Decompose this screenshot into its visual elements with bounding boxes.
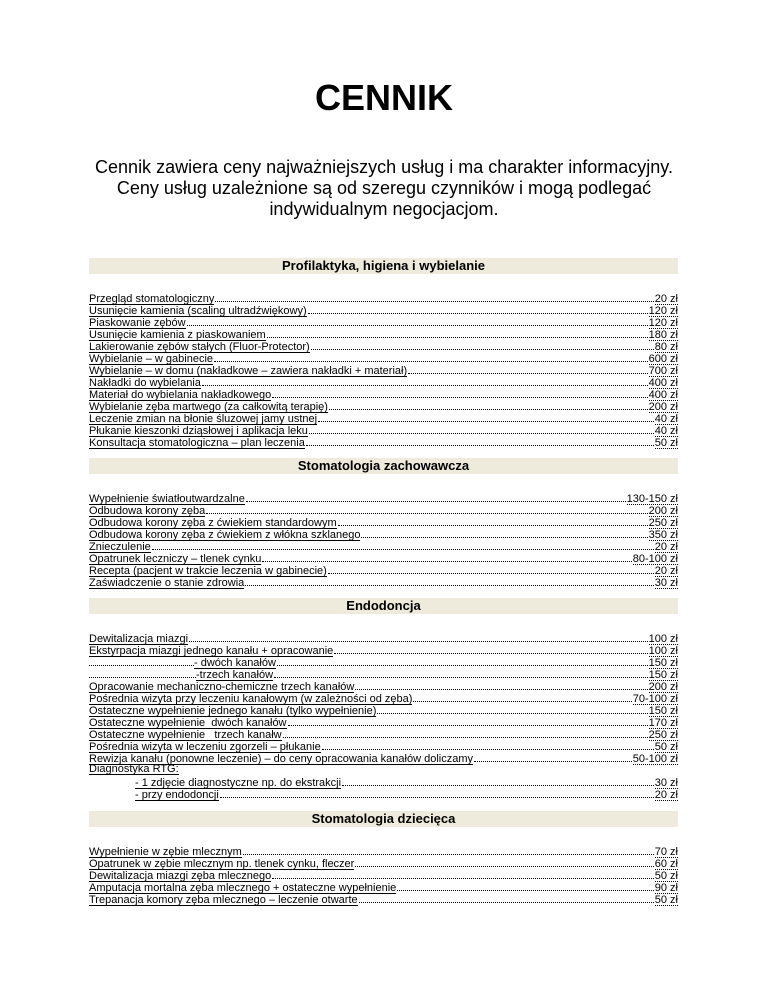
section-header: Stomatologia dziecięca (89, 811, 678, 827)
price-row (89, 552, 678, 564)
service-name: Ostateczne wypełnienie jednego kanału (tylko wypełnienie) (89, 705, 377, 717)
service-name: Pośrednia wizyta w leczeniu zgorzeli – płukanie (89, 741, 321, 753)
price-row (89, 424, 678, 436)
section-header: Stomatologia zachowawcza (89, 458, 678, 474)
service-price: 130-150 zł (626, 493, 678, 505)
service-name: Odbudowa korony zęba z ćwiekiem standardowym (89, 517, 337, 529)
service-price: 60 zł (654, 858, 678, 870)
price-row (89, 412, 678, 424)
price-row (89, 764, 678, 776)
service-name: Zaświadczenie o stanie zdrowia (89, 577, 245, 589)
service-price: 50 zł (654, 894, 678, 906)
price-row (89, 340, 678, 352)
service-price: 40 zł (654, 413, 678, 425)
price-row (89, 656, 678, 668)
service-name: Amputacja mortalna zęba mlecznego + ostateczne wypełnienie (89, 882, 397, 894)
service-name: Rewizja kanału (ponowne leczenie) – do ceny opracowania kanałów doliczamy (89, 753, 473, 765)
service-price: 20 zł (654, 541, 678, 553)
price-row (89, 740, 678, 752)
service-price: 700 zł (648, 365, 678, 377)
service-name: Usunięcie kamienia (scaling ultradźwiękowy) (89, 305, 307, 317)
price-row (89, 576, 678, 588)
service-name: - dwóch kanałów (194, 657, 276, 669)
price-row (89, 668, 678, 680)
service-price: 150 zł (648, 657, 678, 669)
service-name: Konsultacja stomatologiczna – plan leczenia (89, 437, 305, 449)
intro-text (60, 157, 708, 220)
service-name: Wybielanie – w domu (nakładkowe – zawiera nakładki + materiał) (89, 365, 408, 377)
price-row (89, 304, 678, 316)
price-row (89, 528, 678, 540)
price-row (89, 328, 678, 340)
service-price: 70 zł (654, 846, 678, 858)
service-name: Wybielanie zęba martwego (za całkowitą terapię) (89, 401, 328, 413)
service-price: 200 zł (648, 401, 678, 413)
service-price: 80 zł (654, 341, 678, 353)
service-price: 200 zł (648, 505, 678, 517)
service-name: Leczenie zmian na błonie śluzowej jamy ustnej (89, 413, 318, 425)
service-name: Diagnostyka RTG: (89, 763, 179, 775)
price-row (89, 716, 678, 728)
service-name: Znieczulenie (89, 541, 151, 553)
price-row (89, 692, 678, 704)
service-name: Ekstyrpacja miazgi jednego kanału + opracowanie (89, 645, 334, 657)
service-name: Wypełnienie w zębie mlecznym (89, 846, 242, 858)
service-price: 250 zł (648, 729, 678, 741)
service-price: 400 zł (648, 389, 678, 401)
service-name: Usunięcie kamienia z piaskowaniem (89, 329, 266, 341)
section-header: Endodoncja (89, 598, 678, 614)
service-name: Dewitalizacja miazgi zęba mlecznego (89, 870, 272, 882)
price-row (89, 364, 678, 376)
service-price: 170 zł (648, 717, 678, 729)
price-row (89, 857, 678, 869)
price-rows (89, 492, 678, 588)
price-row (89, 632, 678, 644)
service-price: 40 zł (654, 425, 678, 437)
service-price: 30 zł (654, 777, 678, 789)
price-row (89, 492, 678, 504)
service-name: Nakładki do wybielania (89, 377, 201, 389)
service-name: Ostateczne wypełnienie dwóch kanałów (89, 717, 287, 729)
price-row (89, 516, 678, 528)
price-rows (89, 292, 678, 448)
price-rows (89, 632, 678, 800)
service-price: 70-100 zł (632, 693, 678, 705)
section-header: Profilaktyka, higiena i wybielanie (89, 258, 678, 274)
price-row (89, 869, 678, 881)
service-price: 20 zł (654, 789, 678, 801)
price-row (89, 881, 678, 893)
price-row (89, 352, 678, 364)
intro-line: indywidualnym negocjacjom. (269, 199, 499, 219)
service-price: 50 zł (654, 741, 678, 753)
service-price: 50 zł (654, 870, 678, 882)
price-row (89, 564, 678, 576)
service-price: 120 zł (648, 317, 678, 329)
price-row (89, 728, 678, 740)
service-name: Lakierowanie zębów stałych (Fluor-Protector) (89, 341, 310, 353)
price-row (89, 704, 678, 716)
service-name: Recepta (pacjent w trakcie leczenia w gabinecie) (89, 565, 327, 577)
service-name: Opatrunek leczniczy – tlenek cynku (89, 553, 262, 565)
service-name: Piaskowanie zębów (89, 317, 186, 329)
service-price: 80-100 zł (632, 553, 678, 565)
service-price: 20 zł (654, 565, 678, 577)
price-row (89, 776, 678, 788)
service-price: 250 zł (648, 517, 678, 529)
service-price: 350 zł (648, 529, 678, 541)
page-title: CENNIK (314, 77, 453, 118)
price-row (89, 376, 678, 388)
price-row (89, 436, 678, 448)
price-row (89, 680, 678, 692)
section-dziecieca (89, 811, 678, 905)
price-row (89, 893, 678, 905)
service-name: Materiał do wybielania nakładkowego (89, 389, 272, 401)
price-row (89, 788, 678, 800)
service-price: 20 zł (654, 293, 678, 305)
service-name: Opracowanie mechaniczno-chemiczne trzech kanałów (89, 681, 355, 693)
service-price: 90 zł (654, 882, 678, 894)
service-name: Pośrednia wizyta przy leczeniu kanałowym (w zależności od zęba) (89, 693, 413, 705)
service-price: 180 zł (648, 329, 678, 341)
service-price: 150 zł (648, 705, 678, 717)
service-name: -trzech kanałów (196, 669, 274, 681)
service-price: 120 zł (648, 305, 678, 317)
intro-line: Ceny usług uzależnione są od szeregu czynników i mogą podlegać (116, 178, 652, 198)
service-price: 100 zł (648, 645, 678, 657)
service-name: Wypełnienie światłoutwardzalne (89, 493, 245, 505)
service-price: 200 zł (648, 681, 678, 693)
service-name: - 1 zdjęcie diagnostyczne np. do ekstrakcji (135, 777, 342, 789)
intro-line: Cennik zawiera ceny najważniejszych usług i ma charakter informacyjny. (95, 157, 673, 177)
price-row (89, 388, 678, 400)
price-row (89, 845, 678, 857)
section-endodoncja (89, 598, 678, 800)
service-name: Przegląd stomatologiczny (89, 293, 215, 305)
price-row (89, 644, 678, 656)
service-price: 50 zł (654, 437, 678, 449)
service-name: Trepanacja komory zęba mlecznego – leczenie otwarte (89, 894, 358, 906)
price-row (89, 540, 678, 552)
price-row (89, 292, 678, 304)
service-price: 30 zł (654, 577, 678, 589)
service-price: 100 zł (648, 633, 678, 645)
price-row (89, 504, 678, 516)
section-zachowawcza (89, 458, 678, 588)
price-row (89, 316, 678, 328)
service-name: Wybielanie – w gabinecie (89, 353, 214, 365)
price-rows (89, 845, 678, 905)
service-name: Odbudowa korony zęba z ćwiekiem z włókna szklanego (89, 529, 361, 541)
service-name: Odbudowa korony zęba (89, 505, 206, 517)
service-price: 150 zł (648, 669, 678, 681)
service-name: - przy endodoncji (135, 789, 219, 801)
service-price: 400 zł (648, 377, 678, 389)
service-name: Opatrunek w zębie mlecznym np. tlenek cynku, fleczer (89, 858, 355, 870)
price-row (89, 400, 678, 412)
service-price: 50-100 zł (632, 753, 678, 765)
section-profilaktyka (89, 258, 678, 448)
service-name: Ostateczne wypełnienie trzech kanałw (89, 729, 282, 741)
service-name: Dewitalizacja miazgi (89, 633, 189, 645)
service-name: Płukanie kieszonki dziąsłowej i aplikacja leku (89, 425, 308, 437)
service-price: 600 zł (648, 353, 678, 365)
